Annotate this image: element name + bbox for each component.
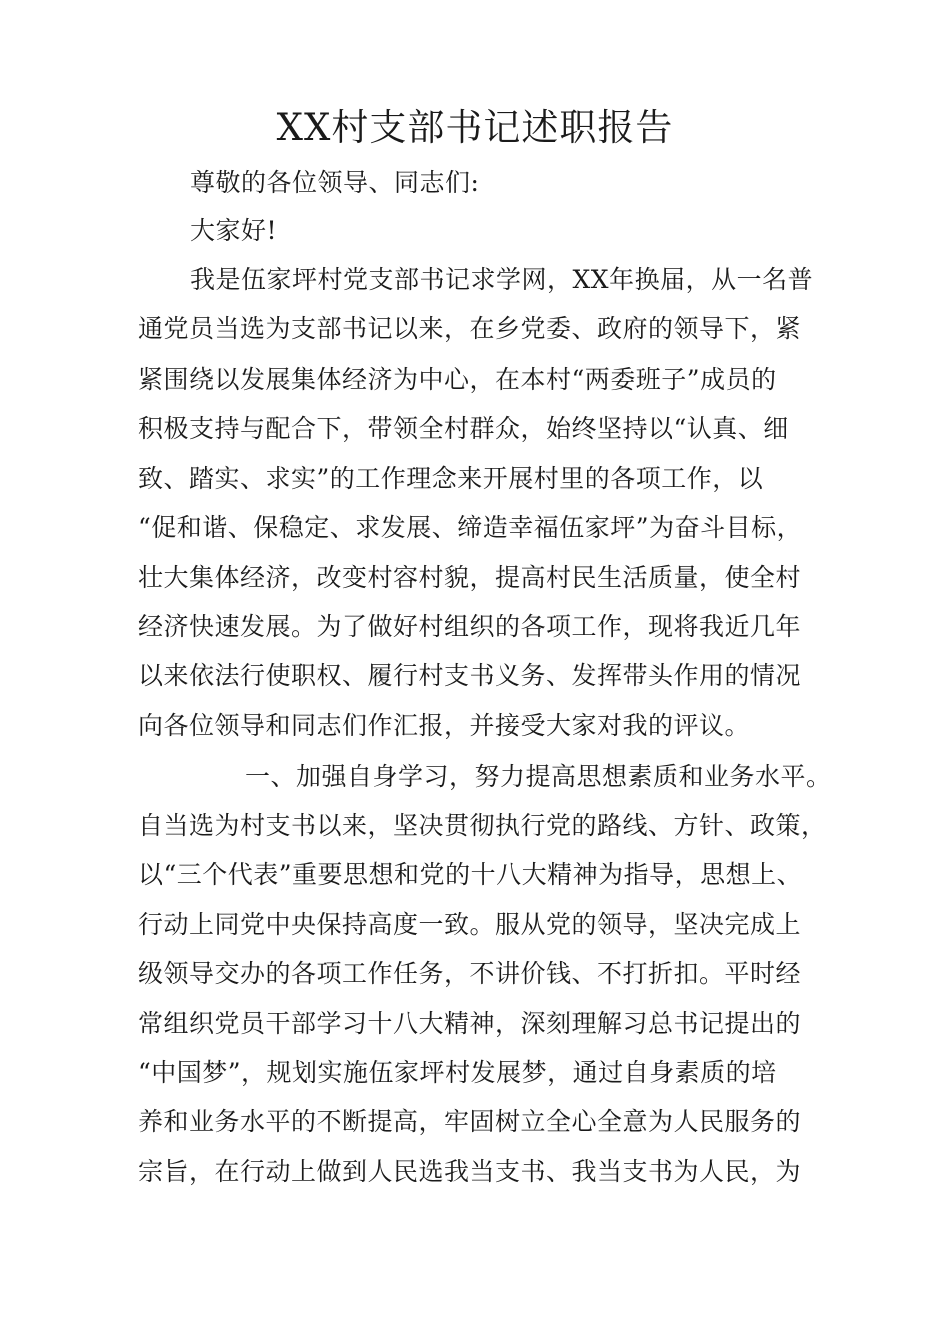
paragraph-line: 壮大集体经济，改变村容村貌，提高村民生活质量，使全村 — [138, 563, 802, 592]
paragraph-line: 宗旨，在行动上做到人民选我当支书、我当支书为人民，为 — [138, 1157, 802, 1186]
paragraph-line: 向各位领导和同志们作汇报，并接受大家对我的评议。 — [138, 711, 751, 740]
paragraph-line: 致、踏实、求实”的工作理念来开展村里的各项工作，以 — [138, 464, 764, 493]
document-title: XX村支部书记述职报告 — [276, 106, 674, 149]
paragraph-line: 级领导交办的各项工作任务，不讲价钱、不打折扣。平时经 — [138, 959, 802, 988]
paragraph-line: 经济快速发展。为了做好村组织的各项工作，现将我近几年 — [138, 612, 802, 641]
paragraph-line: 通党员当选为支部书记以来，在乡党委、政府的领导下，紧 — [138, 314, 802, 343]
paragraph-line: 紧围绕以发展集体经济为中心，在本村“两委班子”成员的 — [138, 365, 777, 394]
section-heading: 一、加强自身学习，努力提高思想素质和业务水平。 — [245, 762, 832, 791]
greeting: 大家好! — [190, 216, 278, 245]
paragraph-line: 以“三个代表”重要思想和党的十八大精神为指导，思想上、 — [138, 860, 803, 889]
paragraph-line: 常组织党员干部学习十八大精神，深刻理解习总书记提出的 — [138, 1009, 802, 1038]
paragraph-line: 以来依法行使职权、履行村支书义务、发挥带头作用的情况 — [138, 661, 802, 690]
paragraph-line: “促和谐、保稳定、求发展、缔造幸福伍家坪”为奋斗目标， — [138, 513, 803, 542]
paragraph-line: 我是伍家坪村党支部书记求学网，XX年换届，从一名普 — [190, 265, 814, 294]
paragraph-line: 行动上同党中央保持高度一致。服从党的领导，坚决完成上 — [138, 910, 802, 939]
salutation: 尊敬的各位领导、同志们: — [190, 168, 480, 197]
paragraph-line: 自当选为村支书以来，坚决贯彻执行党的路线、方针、政策， — [138, 811, 827, 840]
paragraph-line: 养和业务水平的不断提高，牢固树立全心全意为人民服务的 — [138, 1107, 802, 1136]
paragraph-line: 积极支持与配合下，带领全村群众，始终坚持以“认真、细 — [138, 414, 789, 443]
paragraph-line: “中国梦”，规划实施伍家坪村发展梦，通过自身素质的培 — [138, 1058, 777, 1087]
